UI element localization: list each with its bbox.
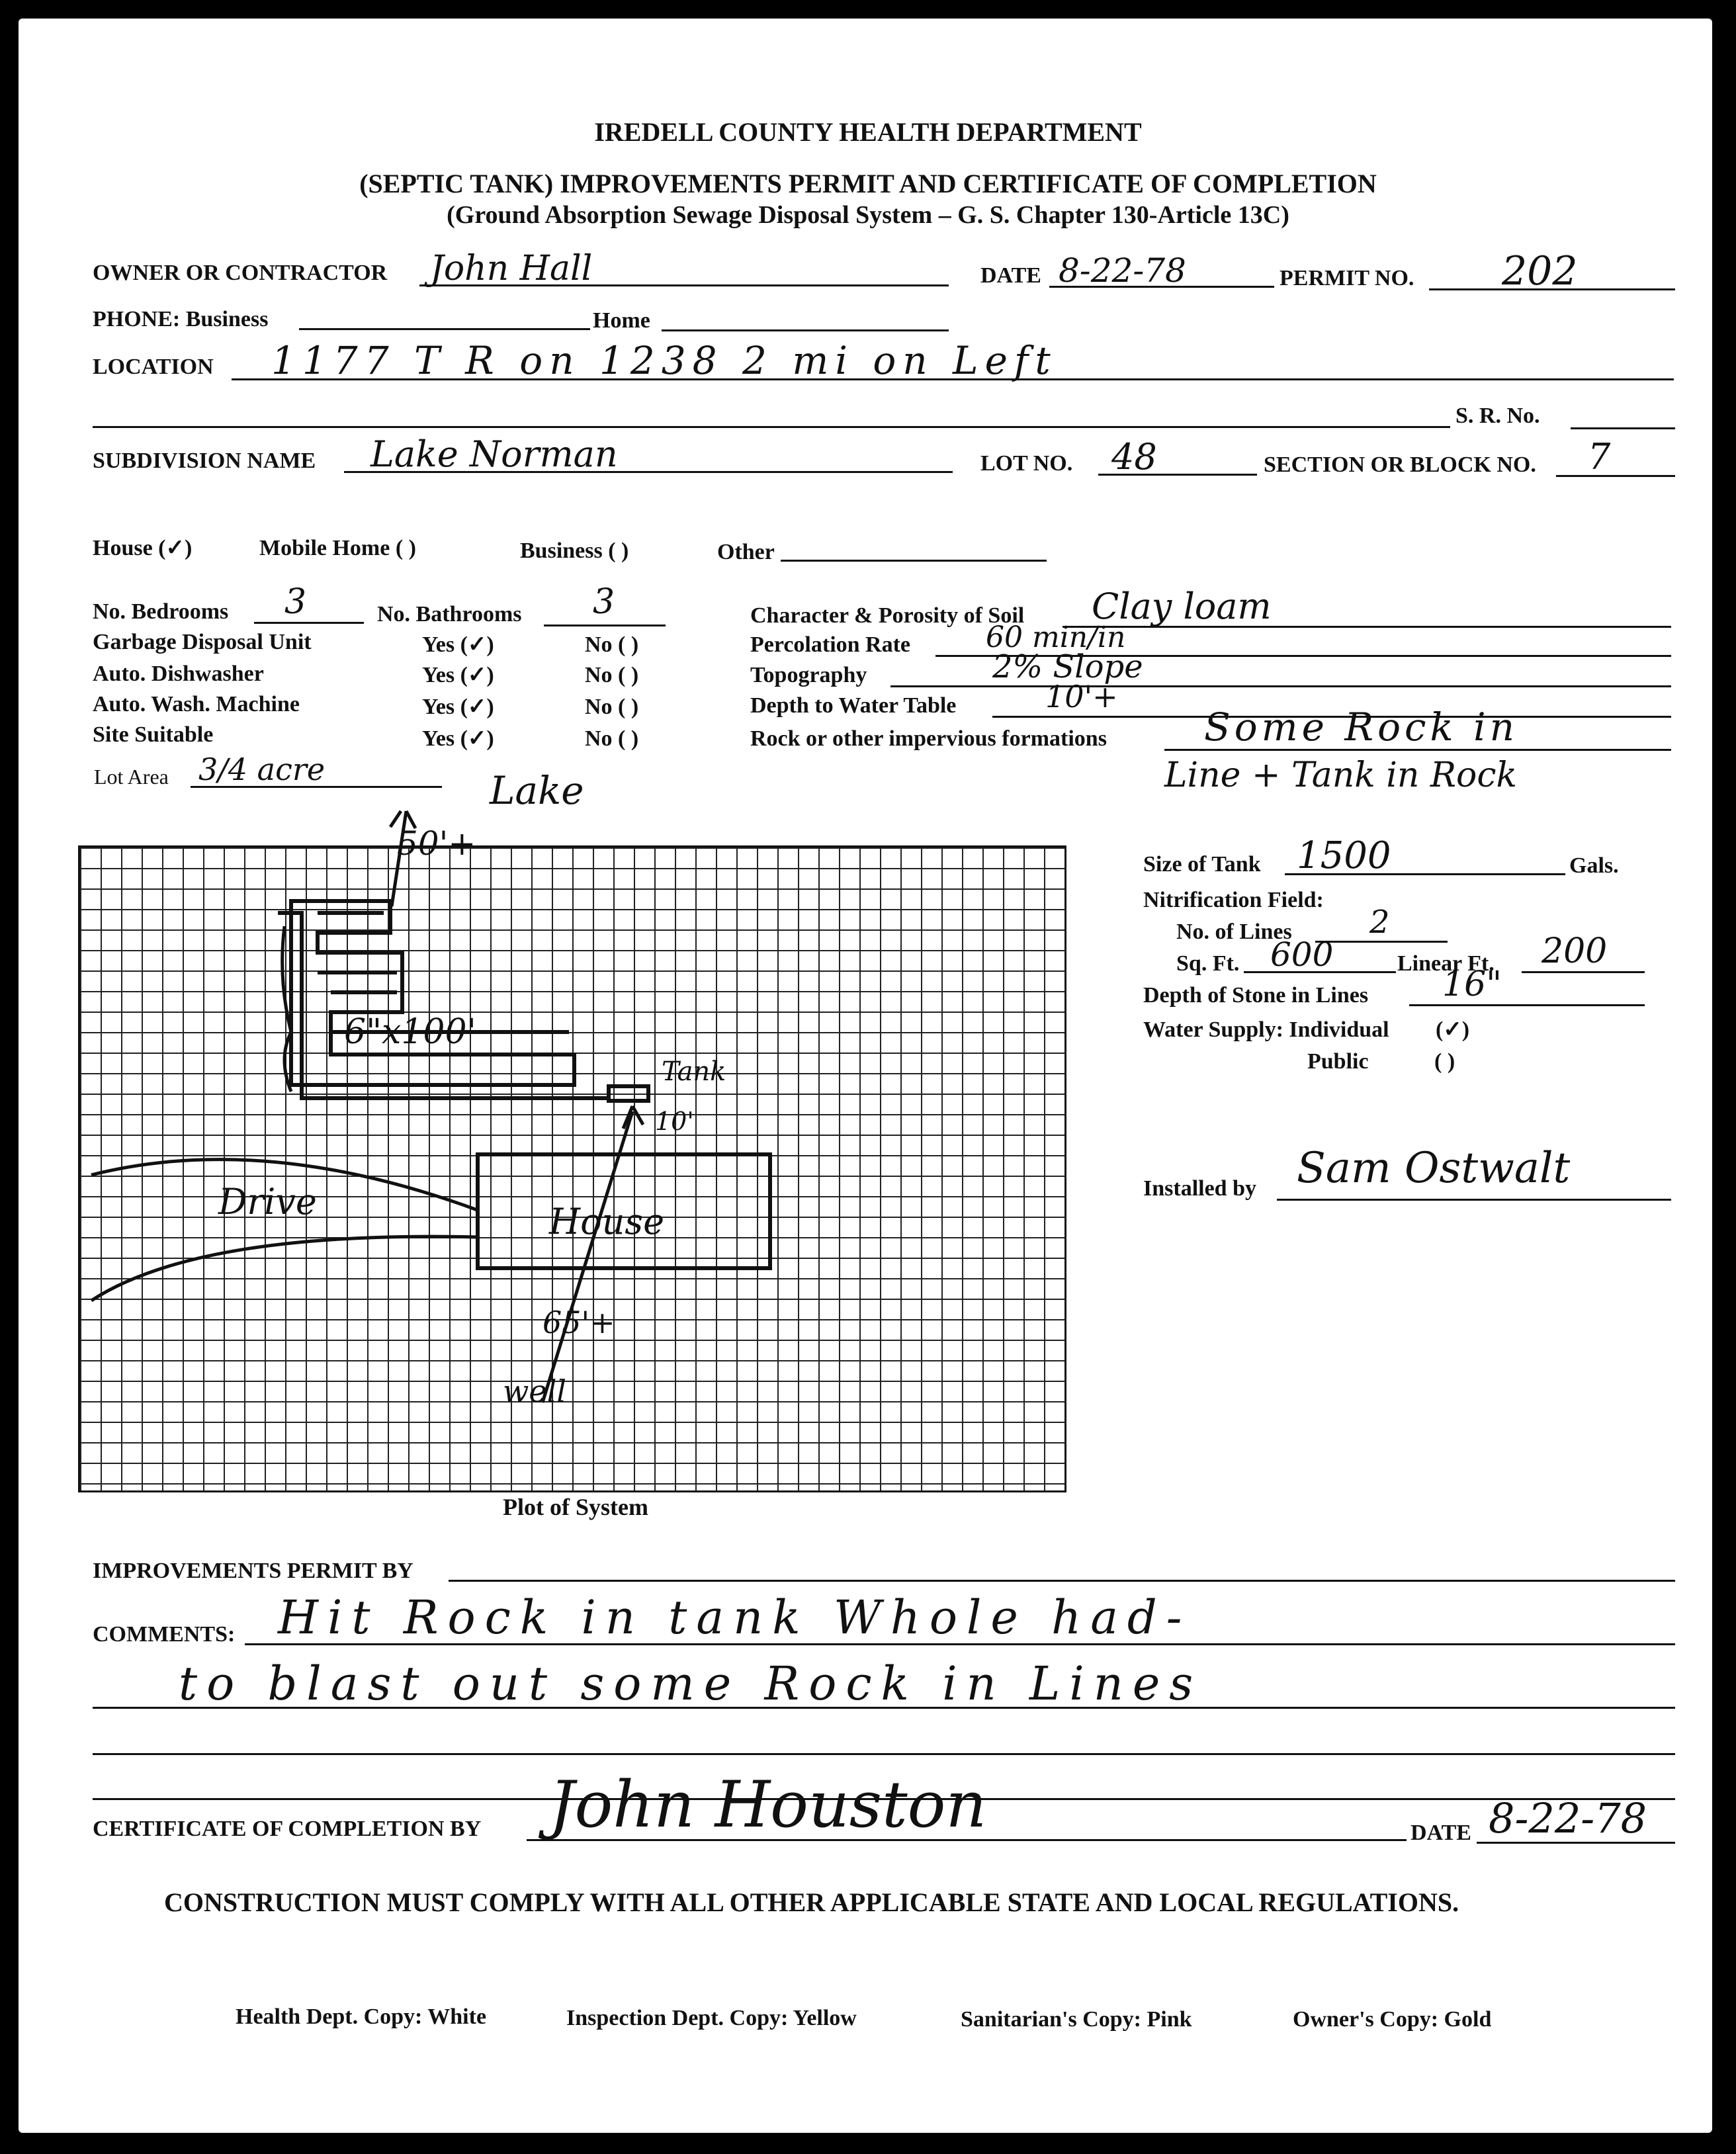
section-value: 7 xyxy=(1588,436,1611,478)
sqft-label: Sq. Ft. xyxy=(1176,951,1240,976)
plot-tank-label: Tank xyxy=(662,1056,726,1087)
comments-label: COMMENTS: xyxy=(93,1622,236,1647)
improvements-permit-label: IMPROVEMENTS PERMIT BY xyxy=(93,1559,413,1583)
site-suitable-yes: Yes (✓) xyxy=(422,726,494,751)
bedrooms-label: No. Bedrooms xyxy=(93,599,229,624)
tank-gals-label: Gals. xyxy=(1569,853,1619,878)
copy-owner: Owner's Copy: Gold xyxy=(1293,2007,1492,2032)
department-heading: IREDELL COUNTY HEALTH DEPARTMENT xyxy=(594,117,1142,147)
topography-value: 2% Slope xyxy=(992,648,1143,685)
certificate-label: CERTIFICATE OF COMPLETION BY xyxy=(93,1817,482,1841)
water-supply-public: ( ) xyxy=(1434,1049,1455,1074)
installed-by-label: Installed by xyxy=(1143,1176,1256,1201)
phone-home-label: Home xyxy=(593,308,650,333)
lot-area-label: Lot Area xyxy=(94,765,169,789)
comments-text-2: to blast out some Rock in Lines xyxy=(179,1657,1203,1711)
copy-inspection: Inspection Dept. Copy: Yellow xyxy=(566,2006,857,2030)
water-supply-public-label: Public xyxy=(1307,1049,1369,1074)
form-title: (SEPTIC TANK) IMPROVEMENTS PERMIT AND CERTIFICATE OF COMPLETION xyxy=(359,169,1377,198)
subdivision-label: SUBDIVISION NAME xyxy=(93,449,316,473)
bathrooms-value: 3 xyxy=(593,582,615,622)
owner-value: John Hall xyxy=(430,249,593,288)
washer-label: Auto. Wash. Machine xyxy=(93,692,300,716)
num-lines-line xyxy=(1315,941,1448,943)
plot-tank-distance: 10' xyxy=(655,1107,694,1136)
linear-ft-label: Linear Ft. xyxy=(1397,951,1495,976)
permit-label: PERMIT NO. xyxy=(1280,266,1414,290)
garbage-no: No ( ) xyxy=(585,632,639,657)
subdivision-value: Lake Norman xyxy=(370,433,618,475)
plot-well-label: well xyxy=(503,1373,567,1409)
topography-label: Topography xyxy=(750,663,867,687)
lot-label: LOT NO. xyxy=(980,451,1073,476)
lot-area-value: 3/4 acre xyxy=(198,752,326,787)
tank-size-label: Size of Tank xyxy=(1143,852,1261,877)
certificate-date-value: 8-22-78 xyxy=(1489,1794,1647,1842)
dishwasher-yes: Yes (✓) xyxy=(422,663,494,687)
rock-formations-value-2: Line + Tank in Rock xyxy=(1164,755,1517,795)
installed-by-line xyxy=(1277,1199,1671,1201)
plot-drive-label: Drive xyxy=(218,1181,317,1223)
perc-rate-label: Percolation Rate xyxy=(750,632,911,657)
nitrification-label: Nitrification Field: xyxy=(1143,888,1324,912)
plot-lake-distance: 50'+ xyxy=(397,824,476,863)
garbage-yes: Yes (✓) xyxy=(422,632,494,657)
site-suitable-no: No ( ) xyxy=(585,726,639,751)
washer-yes: Yes (✓) xyxy=(422,695,494,719)
water-table-label: Depth to Water Table xyxy=(750,693,957,718)
date-label: DATE xyxy=(980,263,1041,288)
rock-formations-label: Rock or other impervious formations xyxy=(750,726,1107,751)
certificate-date-label: DATE xyxy=(1410,1821,1471,1845)
linear-ft-value: 200 xyxy=(1541,931,1608,971)
tank-sketch xyxy=(609,1086,648,1101)
section-label: SECTION OR BLOCK NO. xyxy=(1264,452,1536,477)
bedrooms-value: 3 xyxy=(284,582,307,622)
soil-character-value: Clay loam xyxy=(1092,585,1272,627)
location-label: LOCATION xyxy=(93,355,214,379)
lot-value: 48 xyxy=(1111,436,1157,478)
location-value: 1177 T R on 1238 2 mi on Left xyxy=(271,338,1057,383)
comments-line-3 xyxy=(93,1753,1675,1755)
garbage-label: Garbage Disposal Unit xyxy=(93,630,312,654)
permit-value: 202 xyxy=(1502,248,1578,294)
dishwasher-no: No ( ) xyxy=(585,663,639,687)
phone-business-label: PHONE: Business xyxy=(93,307,269,331)
water-supply-label: Water Supply: Individual xyxy=(1143,1017,1389,1042)
site-suitable-label: Site Suitable xyxy=(93,722,214,747)
improvements-permit-line xyxy=(449,1580,1675,1582)
sqft-value: 600 xyxy=(1270,935,1334,974)
perc-rate-value: 60 min/in xyxy=(986,621,1126,654)
plot-caption: Plot of System xyxy=(503,1494,648,1520)
stone-depth-value: 16" xyxy=(1442,965,1502,1004)
water-table-value: 10'+ xyxy=(1045,679,1118,714)
soil-character-label: Character & Porosity of Soil xyxy=(750,603,1025,628)
washer-no: No ( ) xyxy=(585,695,639,719)
type-mobile-home: Mobile Home ( ) xyxy=(259,536,416,560)
rock-formations-value: Some Rock in xyxy=(1204,705,1518,750)
type-business: Business ( ) xyxy=(520,538,629,563)
nitrification-lines-sketch xyxy=(278,901,609,1098)
bathrooms-label: No. Bathrooms xyxy=(377,602,522,626)
date-value: 8-22-78 xyxy=(1059,251,1186,290)
plot-lake-label: Lake xyxy=(490,768,584,813)
copy-sanitarian: Sanitarian's Copy: Pink xyxy=(961,2007,1192,2032)
tank-size-value: 1500 xyxy=(1297,834,1391,877)
stone-depth-line xyxy=(1409,1004,1645,1006)
sr-label: S. R. No. xyxy=(1455,404,1540,428)
linear-ft-line xyxy=(1522,971,1645,973)
stone-depth-label: Depth of Stone in Lines xyxy=(1143,983,1369,1008)
form-subtitle: (Ground Absorption Sewage Disposal System – G. S. Chapter 130-Article 13C) xyxy=(447,201,1289,229)
type-other-label: Other xyxy=(717,540,775,564)
water-supply-individual: (✓) xyxy=(1436,1017,1470,1042)
certificate-signature: John Houston xyxy=(549,1768,987,1842)
num-lines-label: No. of Lines xyxy=(1176,920,1292,944)
regulations-notice: CONSTRUCTION MUST COMPLY WITH ALL OTHER APPLICABLE STATE AND LOCAL REGULATIONS. xyxy=(164,1887,1459,1917)
owner-label: OWNER OR CONTRACTOR xyxy=(93,261,388,285)
comments-text-1: Hit Rock in tank Whole had- xyxy=(278,1590,1192,1645)
type-house: House (✓) xyxy=(93,536,193,560)
plot-well-distance: 65'+ xyxy=(542,1305,615,1340)
num-lines-value: 2 xyxy=(1369,904,1390,941)
plot-lines-size: 6"x100' xyxy=(344,1012,476,1052)
plot-house-label: House xyxy=(549,1201,665,1242)
dishwasher-label: Auto. Dishwasher xyxy=(93,662,264,686)
installed-by-value: Sam Ostwalt xyxy=(1297,1144,1571,1193)
copy-health: Health Dept. Copy: White xyxy=(236,2004,487,2029)
